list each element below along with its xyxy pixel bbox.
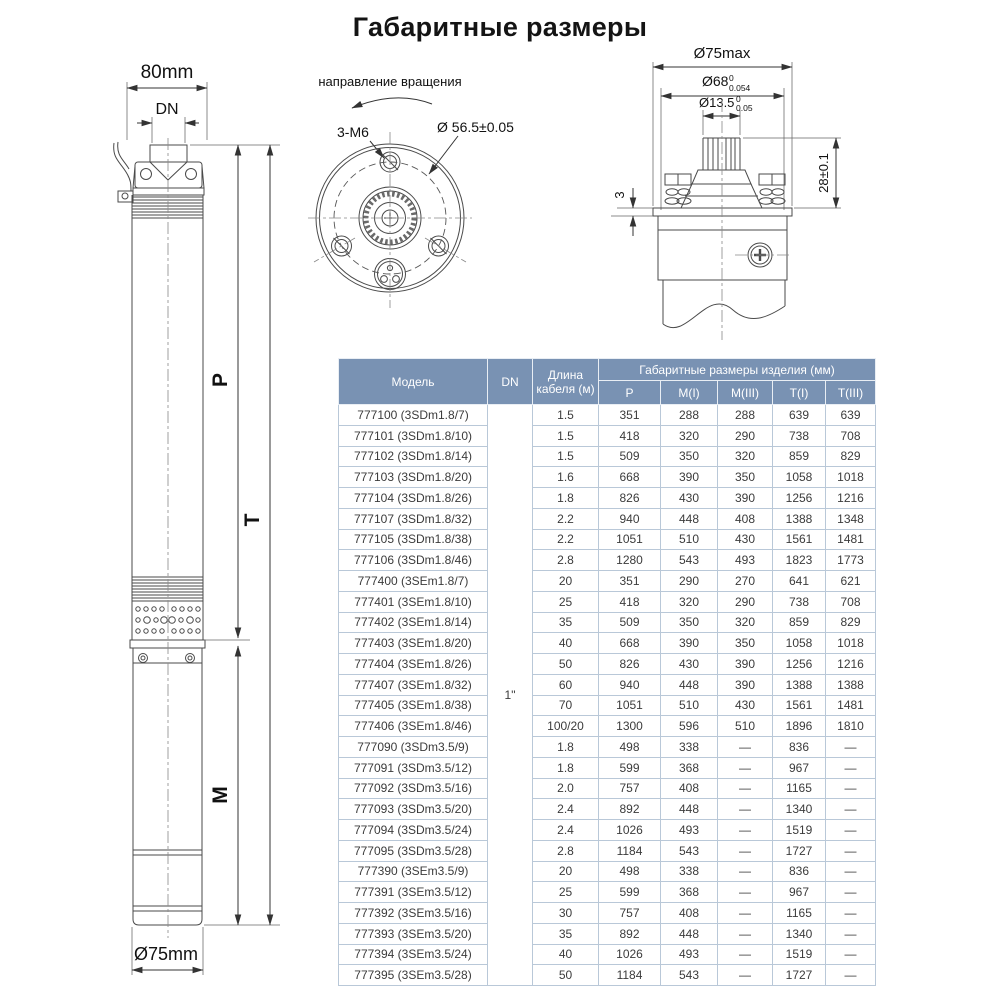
header-dimensions-group: Габаритные размеры изделия (мм) [599,359,876,381]
header-model: Модель [339,359,488,405]
dimension-cell: 1165 [773,778,826,799]
dimension-cell: 493 [661,944,718,965]
table-row [339,778,876,799]
dimension-cell: 892 [599,799,661,820]
dimension-cell: 430 [661,654,718,675]
dimension-cell: 320 [718,612,773,633]
model-cell: 777095 (3SDm3.5/28) [339,840,488,861]
table-row [339,425,876,446]
dimension-cell: 668 [599,633,661,654]
dimension-cell: 40 [533,633,599,654]
model-cell: 777101 (3SDm1.8/10) [339,425,488,446]
dimension-cell: 757 [599,903,661,924]
dimension-cell: 1519 [773,820,826,841]
dimension-cell: 859 [773,446,826,467]
model-cell: 777090 (3SDm3.5/9) [339,737,488,758]
model-cell: 777092 (3SDm3.5/16) [339,778,488,799]
diameter-135-label: Ø13.5 [699,95,735,110]
dimension-cell: 390 [661,633,718,654]
dimension-cell: 1.8 [533,737,599,758]
dimension-cell: 599 [599,882,661,903]
dimension-cell: 2.8 [533,550,599,571]
pump-top-view-drawing [300,70,520,310]
model-cell: 777105 (3SDm1.8/38) [339,529,488,550]
dimension-cell: — [826,799,876,820]
dimension-cell: 20 [533,861,599,882]
dimension-cell: — [826,757,876,778]
header-t1: T(I) [773,381,826,405]
dimension-cell: 338 [661,861,718,882]
dimension-cell: 510 [718,716,773,737]
diameter-68-lower-tolerance: 0.054 [729,83,751,93]
dimension-cell: 390 [718,674,773,695]
dimension-cell: 738 [773,425,826,446]
dimension-cell: 368 [661,882,718,903]
dimension-cell: 596 [661,716,718,737]
dimension-cell: 1300 [599,716,661,737]
dimension-cell: 668 [599,467,661,488]
table-row [339,695,876,716]
dimension-cell: 430 [718,529,773,550]
dimension-cell: 30 [533,903,599,924]
model-cell: 777407 (3SEm1.8/32) [339,674,488,695]
dimension-cell: 1.5 [533,446,599,467]
dn-merged-cell: 1" [488,405,533,986]
header-m1: M(I) [661,381,718,405]
dimension-cell: 1348 [826,508,876,529]
thread-3m6-label: 3-M6 [337,124,369,140]
dimension-cell: 509 [599,612,661,633]
dimension-cell: — [826,861,876,882]
model-cell: 777102 (3SDm1.8/14) [339,446,488,467]
step-3-label: 3 [612,191,627,199]
dimension-cell: 738 [773,591,826,612]
table-row [339,674,876,695]
dimension-cell: 1018 [826,633,876,654]
dimension-cell: 498 [599,737,661,758]
dimension-cell: 350 [718,633,773,654]
dimension-cell: 940 [599,508,661,529]
dimension-cell: 25 [533,591,599,612]
p-dimension-label: P [209,372,232,388]
dimension-cell: 1727 [773,965,826,986]
table-row [339,654,876,675]
dimension-cell: 448 [661,508,718,529]
dimension-cell: 408 [661,903,718,924]
dimension-cell: 1810 [826,716,876,737]
dimension-cell: 1.6 [533,467,599,488]
dimension-cell: 2.0 [533,778,599,799]
table-row [339,799,876,820]
dimension-cell: — [718,923,773,944]
table-row [339,405,876,426]
dimension-cell: 50 [533,965,599,986]
dimension-cell: 290 [718,425,773,446]
table-body [339,405,876,986]
diameter-135-lower-tolerance: 0.05 [736,103,753,113]
dimension-cell: 1216 [826,488,876,509]
model-cell: 777093 (3SDm3.5/20) [339,799,488,820]
dimension-cell: 390 [718,488,773,509]
dimension-cell: 892 [599,923,661,944]
dimension-cell: 708 [826,425,876,446]
dimension-cell: 35 [533,612,599,633]
table-row [339,488,876,509]
dimension-cell: — [718,861,773,882]
dimension-cell: 351 [599,571,661,592]
dimension-cell: 288 [718,405,773,426]
shaft-outline [653,138,792,328]
dimension-cell: 320 [718,446,773,467]
dimension-cell: — [826,778,876,799]
header-p: P [599,381,661,405]
model-cell: 777404 (3SEm1.8/26) [339,654,488,675]
dimension-cell: 859 [773,612,826,633]
dimension-cell: 70 [533,695,599,716]
model-cell: 777390 (3SEm3.5/9) [339,861,488,882]
dimension-cell: 510 [661,529,718,550]
table-row [339,903,876,924]
dimension-cell: 1051 [599,529,661,550]
dimension-cell: 320 [661,425,718,446]
dimension-cell: 708 [826,591,876,612]
dimension-cell: 448 [661,674,718,695]
dimension-cell: 418 [599,591,661,612]
dimension-cell: 1561 [773,695,826,716]
dimension-cell: 826 [599,654,661,675]
dimension-cell: 2.2 [533,508,599,529]
table-row [339,446,876,467]
dimension-cell: 1340 [773,923,826,944]
dimension-cell: 836 [773,737,826,758]
table-row [339,591,876,612]
dimension-cell: 1773 [826,550,876,571]
dimension-cell: 543 [661,840,718,861]
dimension-cell: 40 [533,944,599,965]
dimension-cell: 1.8 [533,488,599,509]
dimension-cell: — [826,903,876,924]
model-cell: 777391 (3SEm3.5/12) [339,882,488,903]
header-t3: T(III) [826,381,876,405]
dimension-cell: — [718,903,773,924]
header-m3: M(III) [718,381,773,405]
model-cell: 777395 (3SEm3.5/28) [339,965,488,986]
table-row [339,633,876,654]
dimension-cell: — [826,923,876,944]
table-row [339,861,876,882]
dimension-cell: 350 [661,446,718,467]
dimension-cell: 288 [661,405,718,426]
dimension-cell: 408 [661,778,718,799]
table-row [339,820,876,841]
model-cell: 777402 (3SEm1.8/14) [339,612,488,633]
dimension-cell: 1561 [773,529,826,550]
dimension-cell: 408 [718,508,773,529]
m-dimension-label: M [209,786,232,804]
dimension-cell: 1256 [773,488,826,509]
dimension-cell: 639 [773,405,826,426]
model-cell: 777104 (3SDm1.8/26) [339,488,488,509]
dimension-cell: — [718,757,773,778]
dimension-cell: 390 [718,654,773,675]
dimension-cell: 641 [773,571,826,592]
model-cell: 777406 (3SEm1.8/46) [339,716,488,737]
table-row [339,757,876,778]
dimension-cell: 1058 [773,633,826,654]
dimension-cell: — [826,840,876,861]
dimension-cell: 25 [533,882,599,903]
model-cell: 777103 (3SDm1.8/20) [339,467,488,488]
dimension-cell: 390 [661,467,718,488]
dimension-cell: — [826,882,876,903]
dimension-cell: 1256 [773,654,826,675]
diameter-75mm-label: Ø75mm [133,944,199,964]
dimension-cell: — [826,820,876,841]
dimension-cell: 100/20 [533,716,599,737]
table-row [339,965,876,986]
dimension-cell: — [826,944,876,965]
dimension-cell: 1058 [773,467,826,488]
model-cell: 777392 (3SEm3.5/16) [339,903,488,924]
dimension-cell: 967 [773,757,826,778]
table-row [339,508,876,529]
dimension-cell: — [718,799,773,820]
rotation-arrow [352,98,432,108]
pump-body-outline [114,142,205,925]
model-cell: 777405 (3SEm1.8/38) [339,695,488,716]
pump-side-view-drawing [100,50,320,1000]
width-80mm-label: 80mm [140,62,194,83]
dimension-cell: 1481 [826,695,876,716]
dimension-cell: 639 [826,405,876,426]
dimension-cell: 1.5 [533,405,599,426]
model-cell: 777106 (3SDm1.8/46) [339,550,488,571]
dimension-cell: 1.8 [533,757,599,778]
dimension-cell: 493 [661,820,718,841]
dimension-cell: 836 [773,861,826,882]
dimension-cell: 2.4 [533,820,599,841]
dimension-cell: 498 [599,861,661,882]
model-cell: 777401 (3SEm1.8/10) [339,591,488,612]
dimensions-table [338,358,876,986]
model-cell: 777393 (3SEm3.5/20) [339,923,488,944]
table-row [339,612,876,633]
diameter-68-upper-tolerance: 0 [729,73,734,83]
dimension-cell: 448 [661,799,718,820]
table-row [339,737,876,758]
dimension-cell: 35 [533,923,599,944]
dimension-cell: 1340 [773,799,826,820]
dimension-cell: 1018 [826,467,876,488]
dimension-cell: 351 [599,405,661,426]
dimension-cell: 1280 [599,550,661,571]
dimension-cell: 1519 [773,944,826,965]
dimension-cell: — [826,737,876,758]
model-cell: 777100 (3SDm1.8/7) [339,405,488,426]
pump-shaft-detail-drawing [595,40,855,355]
dimension-cell: 1184 [599,840,661,861]
dimension-cell: 599 [599,757,661,778]
dimension-cell: 1388 [773,508,826,529]
dimension-cell: 967 [773,882,826,903]
dimension-cell: 1216 [826,654,876,675]
diameter-68-label: Ø68 [702,73,729,89]
dimension-cell: 510 [661,695,718,716]
dimension-cell: 829 [826,446,876,467]
dimension-cell: 1051 [599,695,661,716]
dimension-cell: 509 [599,446,661,467]
dimension-cell: — [718,944,773,965]
table-row [339,467,876,488]
dn-label: DN [155,101,179,118]
diameter-135-upper-tolerance: 0 [736,94,741,104]
bolt-circle-diameter-label: Ø 56.5±0.05 [437,119,514,135]
table-row [339,716,876,737]
dimension-cell: 290 [661,571,718,592]
dimension-cell: 290 [718,591,773,612]
height-28-label: 28±0.1 [816,153,831,193]
dimension-cell: 320 [661,591,718,612]
dimension-cell: — [718,737,773,758]
dimension-cell: 940 [599,674,661,695]
dimension-cell: 50 [533,654,599,675]
dimension-cell: 1896 [773,716,826,737]
header-dn: DN [488,359,533,405]
dimension-cell: 368 [661,757,718,778]
dimension-cell: 1026 [599,944,661,965]
dimension-cell: 1184 [599,965,661,986]
dimension-cell: 60 [533,674,599,695]
dimension-cell: 493 [718,550,773,571]
model-cell: 777403 (3SEm1.8/20) [339,633,488,654]
dimension-cell: 418 [599,425,661,446]
dimension-cell: 829 [826,612,876,633]
model-cell: 777094 (3SDm3.5/24) [339,820,488,841]
dimension-cell: 2.8 [533,840,599,861]
dimension-cell: 621 [826,571,876,592]
dimension-cell: 757 [599,778,661,799]
model-cell: 777394 (3SEm3.5/24) [339,944,488,965]
page-title: Габаритные размеры [352,12,648,42]
table-row [339,550,876,571]
dimension-cell: — [718,882,773,903]
t-dimension-label: T [241,513,264,527]
dimension-cell: 2.4 [533,799,599,820]
dimension-cell: — [718,840,773,861]
dimension-cell: 826 [599,488,661,509]
dimension-cell: 543 [661,550,718,571]
rotation-direction-label: направление вращения [318,74,462,89]
top-view-centerlines [308,132,472,308]
dimension-cell: — [826,965,876,986]
dimension-cell: 2.2 [533,529,599,550]
table-row [339,923,876,944]
dimension-cell: 1388 [773,674,826,695]
model-cell: 777400 (3SEm1.8/7) [339,571,488,592]
dimension-cell: 1727 [773,840,826,861]
table-row [339,944,876,965]
dimension-cell: — [718,820,773,841]
table-row [339,882,876,903]
dimension-cell: 1823 [773,550,826,571]
dimension-cell: 270 [718,571,773,592]
dimension-cell: 543 [661,965,718,986]
table-row [339,840,876,861]
dimension-cell: — [718,778,773,799]
header-cable-length: Длина кабеля (м) [533,359,599,405]
dimension-cell: 448 [661,923,718,944]
dimension-cell: 430 [718,695,773,716]
dimension-cell: 350 [661,612,718,633]
dimension-cell: 338 [661,737,718,758]
table-row [339,571,876,592]
dimension-cell: 1026 [599,820,661,841]
dimension-cell: 1.5 [533,425,599,446]
model-cell: 777091 (3SDm3.5/12) [339,757,488,778]
table-row [339,529,876,550]
max-diameter-label: Ø75max [693,45,751,62]
dimension-cell: 430 [661,488,718,509]
dimension-cell: 1388 [826,674,876,695]
model-cell: 777107 (3SDm1.8/32) [339,508,488,529]
dimension-cell: — [718,965,773,986]
dimension-cell: 1481 [826,529,876,550]
dimension-cell: 20 [533,571,599,592]
dimension-cell: 1165 [773,903,826,924]
dimension-cell: 350 [718,467,773,488]
